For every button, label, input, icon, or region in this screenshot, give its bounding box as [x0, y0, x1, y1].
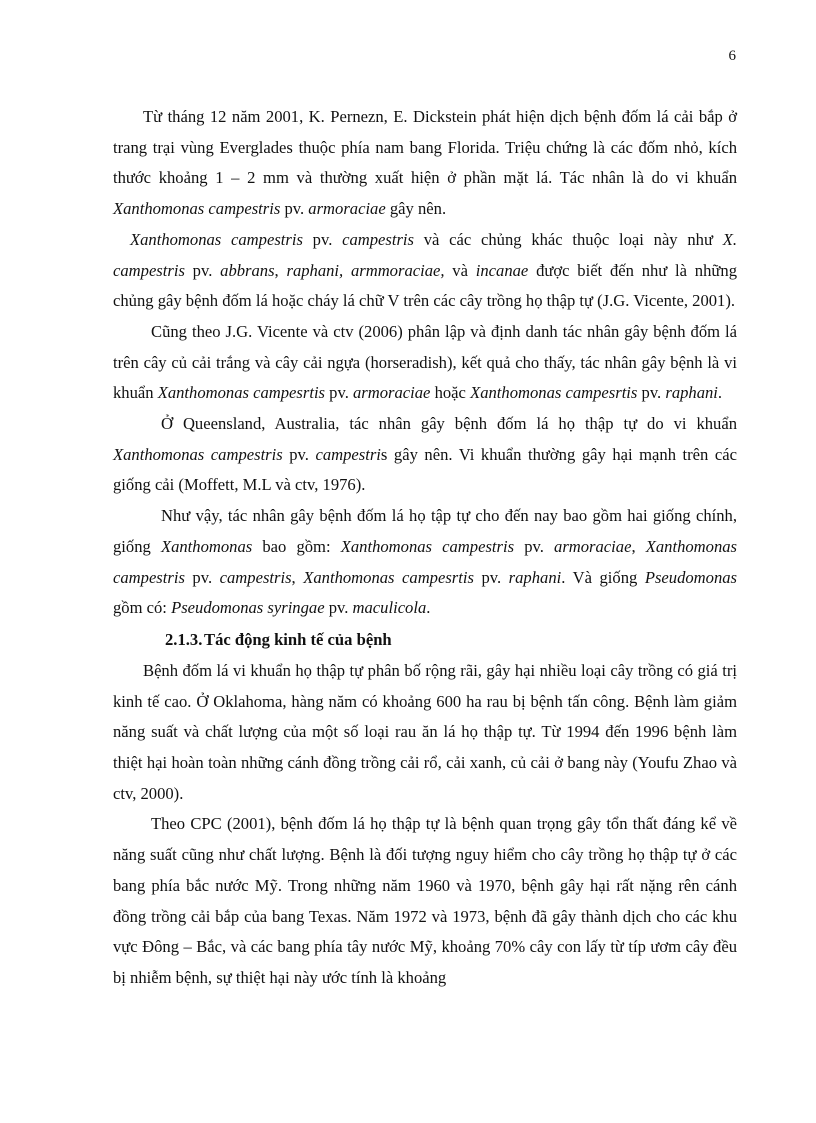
p3-run: Cũng theo J.G. Vicente và ctv (2006) phân lập và định danh tác nhân gây bệnh đốm lá trên cây củ cải trắng và cây cải ngựa (horseradish), kết quả cho thấy, tác nhân gây bệnh là vi khuẩn	[113, 321, 737, 403]
p5-run: Pseudomonas syringae	[171, 598, 325, 618]
p5-run: pv.	[473, 567, 509, 587]
paragraph-1	[113, 102, 737, 225]
p3-run: .	[717, 383, 723, 403]
p5-run: Xanthomonas	[160, 536, 253, 556]
p2-run: Xanthomonas campestris	[130, 229, 303, 249]
p2-run: được biết đến như là những chủng gây bệnh đốm lá hoặc cháy lá chữ V trên các cây trồng họ thập tự (J.G. Vicente, 2001).	[113, 260, 737, 311]
p5-run: pv.	[514, 536, 555, 556]
p6-run: Bệnh đốm lá vi khuẩn họ thập tự phân bố rộng rãi, gây hại nhiều loại cây trồng có giá trị kinh tế cao. Ở Oklahoma, hàng năm có khoảng 600 ha rau bị bệnh tấn công. Bệnh làm giảm năng suất và chất lượng của một số loại rau ăn lá họ thập tự. Từ 1994 đến 1996 bệnh làm thiệt hại hoàn toàn những cánh đồng trồng cải rổ, cải xanh, củ cải ở bang này (Youfu Zhao và ctv, 2000).	[113, 660, 737, 803]
p2-run: incanae	[475, 260, 529, 280]
p2-run: ,	[274, 260, 287, 280]
p2-run: raphani, armmoraciae,	[286, 260, 445, 280]
p5-run: ,	[291, 567, 304, 587]
p7-run: Theo CPC (2001), bệnh đốm lá họ thập tự là bệnh quan trọng gây tổn thất đáng kể về năng suất cũng như chất lượng. Bệnh là đối tượng nguy hiểm cho cây trồng họ thập tự ở các bang phía bắc nước Mỹ. Trong những năm 1960 và 1970, bệnh gây hại rất nặng rên cánh đồng trồng cải bắp của bang Texas. Năm 1972 và 1973, bệnh đã gây thành dịch cho các khu vực Đông – Bắc, và các bang phía tây nước Mỹ, khoảng 70% cây con lấy từ típ ươm cây đều bị nhiễm bệnh, sự thiệt hại này ước tính là khoảng	[113, 814, 737, 987]
p5-run: gồm có:	[113, 598, 172, 618]
p5-run: bao gồm:	[252, 536, 341, 556]
p5-run: . Và giống	[561, 567, 645, 587]
p1-run: Xanthomonas campestris	[113, 199, 281, 219]
p5-run: Xanthomonas campestris	[340, 536, 515, 556]
p3-run: pv.	[637, 383, 666, 403]
p5-run: ,	[631, 536, 646, 556]
p2-run: pv.	[184, 260, 221, 280]
p3-run: pv.	[325, 383, 353, 403]
p5-run: campestris	[219, 567, 292, 587]
p5-run: maculicola	[352, 598, 427, 618]
p1-run: Từ tháng 12 năm 2001, K. Pernezn, E. Dickstein phát hiện dịch bệnh đốm lá cải bắp ở trang trại vùng Everglades thuộc phía nam bang Florida. Triệu chứng là các đốm nhỏ, kích thước khoảng 1 – 2 mm và thường xuất hiện ở phần mặt lá. Tác nhân là do vi khuẩn	[113, 107, 737, 188]
p4-run: s gây nên. Vi khuẩn thường gây hại mạnh trên các giống cải (Moffett, M.L và ctv, 1976).	[113, 444, 737, 495]
p5-run: .	[426, 598, 431, 618]
p2-run: abbrans	[220, 260, 275, 280]
p3-run: armoraciae	[353, 383, 431, 403]
paragraph-2	[113, 225, 737, 317]
p5-run: Pseudomonas	[644, 567, 738, 587]
paragraph-5	[113, 501, 737, 624]
p1-run: gây nên.	[385, 199, 447, 219]
p3-run: Xanthomonas campesrtis	[157, 383, 326, 403]
p2-run: pv.	[302, 229, 343, 249]
p5-run: pv.	[184, 567, 220, 587]
p5-run: Xanthomonas campesrtis	[303, 567, 474, 587]
p2-run: X. campestris	[113, 229, 737, 280]
paragraph-6	[113, 656, 737, 810]
p4-run: Ở Queensland, Australia, tác nhân gây bệnh đốm lá họ thập tự do vi khuẩn	[161, 414, 737, 434]
section-heading	[113, 624, 737, 656]
p2-run: campestris	[342, 229, 414, 249]
p1-run: pv.	[280, 199, 309, 219]
p4-run: pv.	[282, 444, 316, 464]
section-title: Tác động kinh tế của bệnh	[204, 629, 392, 649]
p2-run: và	[444, 260, 476, 280]
p5-run: raphani	[508, 567, 562, 587]
document-body	[113, 102, 737, 994]
p5-run: Xanthomonas campestris	[113, 536, 738, 587]
paragraph-7	[113, 809, 737, 993]
paragraph-4	[113, 409, 737, 501]
p5-run: armoraciae	[554, 536, 632, 556]
p5-run: pv.	[324, 598, 353, 618]
p2-run: và các chủng khác thuộc loại này như	[414, 229, 723, 249]
p1-run: armoraciae	[308, 199, 386, 219]
p4-run: campestri	[315, 444, 381, 464]
paragraph-3	[113, 317, 737, 409]
p3-run: hoặc	[430, 383, 471, 403]
section-number: 2.1.3.	[165, 629, 203, 649]
p3-run: raphani	[665, 383, 718, 403]
p5-run: Như vậy, tác nhân gây bệnh đốm lá họ tập tự cho đến nay bao gồm hai giống chính, giống	[113, 506, 737, 556]
p3-run: Xanthomonas campesrtis	[470, 383, 638, 403]
page-number: 6	[728, 48, 736, 64]
p4-run: Xanthomonas campestris	[113, 444, 283, 464]
